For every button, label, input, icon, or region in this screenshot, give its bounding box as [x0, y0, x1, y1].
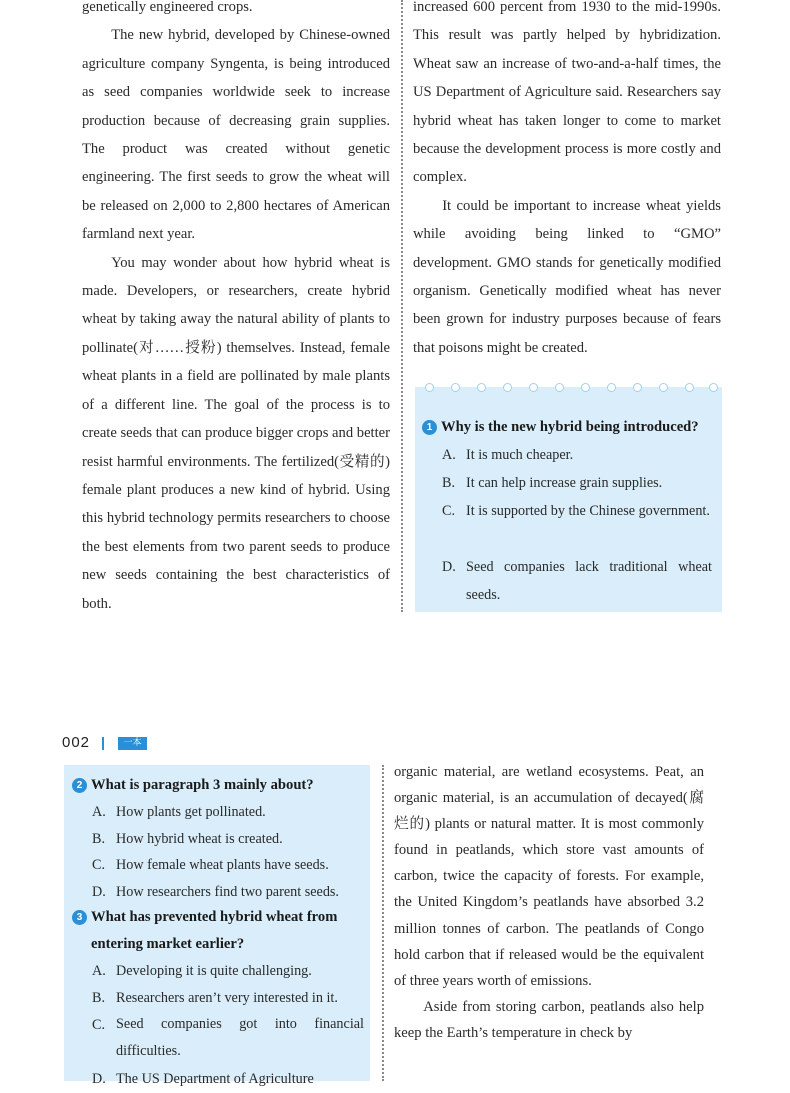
question-text: What has prevented hybrid wheat from — [91, 909, 338, 925]
option-letter: B. — [92, 990, 106, 1006]
question-box — [64, 765, 370, 1087]
question-number-badge: 2 — [72, 778, 87, 793]
option-c[interactable] — [92, 851, 364, 878]
option-text: Researchers aren’t very interested in it. — [116, 990, 338, 1006]
option-text: How researchers find two parent seeds. — [116, 884, 339, 900]
paragraph: genetically engineered crops. — [82, 0, 253, 15]
option-letter: B. — [442, 475, 456, 491]
option-letter: D. — [92, 884, 106, 900]
question-box — [415, 387, 722, 612]
option-text: How plants get pollinated. — [116, 804, 266, 820]
question-text: What is paragraph 3 mainly about? — [91, 777, 314, 793]
paragraph: increased 600 percent from 1930 to the mid-1990s. This result was partly helped by hybridization. Wheat saw an increase of two-and-a-half times, the US Department of Agriculture said. Researchers say hybrid wheat has taken longer to come to market because the development process is more costly and complex. — [413, 0, 721, 186]
question-3-stem — [72, 903, 368, 931]
option-text: It is much cheaper. — [466, 447, 574, 463]
top-right-column — [413, 0, 721, 362]
option-text: The US Department of Agriculture — [116, 1071, 314, 1087]
option-c[interactable] — [92, 1011, 364, 1065]
option-letter: A. — [92, 804, 106, 820]
option-text: It is supported by the Chinese government. — [466, 503, 710, 519]
option-text: It can help increase grain supplies. — [466, 475, 663, 491]
option-letter: A. — [92, 963, 106, 979]
question-text: Why is the new hybrid being introduced? — [441, 419, 699, 435]
option-b[interactable] — [92, 825, 364, 852]
option-letter: B. — [92, 831, 106, 847]
option-a[interactable] — [442, 441, 712, 469]
question-text: entering market earlier? — [91, 936, 245, 952]
option-letter: C. — [92, 857, 106, 873]
header-separator — [102, 737, 104, 750]
column-divider — [382, 765, 384, 1081]
option-letter: D. — [442, 559, 456, 575]
question-1-stem — [422, 413, 720, 441]
option-text: How hybrid wheat is created. — [116, 831, 283, 847]
paragraph: The new hybrid, developed by Chinese-owned agriculture company Syngenta, is being introduced as seed companies worldwide seek to increase production because of decreasing grain supplies. The product was created without genetic engineering. The first seeds to grow the wheat will be released on 2,000 to 2,800 hectares of American farmland next year. — [82, 27, 390, 243]
option-c[interactable] — [442, 497, 712, 553]
top-left-column — [82, 0, 390, 618]
option-b[interactable] — [442, 469, 712, 497]
option-a[interactable] — [92, 798, 364, 825]
paragraph: Aside from storing carbon, peatlands also help keep the Earth’s temperature in check by — [394, 998, 704, 1041]
option-b[interactable] — [92, 984, 364, 1011]
option-d[interactable] — [442, 553, 712, 609]
option-text: How female wheat plants have seeds. — [116, 857, 329, 873]
binder-rings-decoration — [415, 383, 722, 395]
option-letter: C. — [442, 503, 456, 519]
option-d[interactable] — [92, 878, 364, 905]
option-a[interactable] — [92, 957, 364, 984]
page-number: 002 — [62, 734, 91, 751]
question-number-badge: 3 — [72, 910, 87, 925]
question-number-badge: 1 — [422, 420, 437, 435]
paragraph: You may wonder about how hybrid wheat is made. Developers, or researchers, create hybrid wheat by taking away the natural ability of plants to pollinate(对……授粉) themselves. Instead, female wheat plants in a field are pollinated by male plants of a different line. The goal of the process is to create seeds that can produce bigger crops and better resist harmful environments. The fertilized(受精的) female plant produces a new kind of hybrid. Using this hybrid technology permits researchers to choose the best elements from two parent seeds to produce new seeds containing the best characteristics of both. — [82, 254, 390, 612]
bottom-right-column — [394, 759, 704, 1046]
option-d[interactable] — [92, 1065, 364, 1092]
option-letter: C. — [92, 1017, 106, 1033]
paragraph: It could be important to increase wheat yields while avoiding being linked to “GMO” development. GMO stands for genetically modified organism. Genetically modified wheat has never been grown for industry purposes because of fears that poisons might be created. — [413, 197, 721, 356]
option-text: Seed companies got into financial difficulties. — [116, 1016, 364, 1059]
series-tag: 一本 — [118, 737, 147, 750]
question-3-stem-continued — [91, 930, 368, 958]
option-letter: D. — [92, 1071, 106, 1087]
option-text: Seed companies lack traditional wheat seeds. — [466, 559, 712, 603]
column-divider — [401, 0, 403, 612]
option-text: Developing it is quite challenging. — [116, 963, 312, 979]
option-letter: A. — [442, 447, 456, 463]
paragraph: organic material, are wetland ecosystems. Peat, an organic material, is an accumulation of decayed(腐烂的) plants or natural matter. It is most commonly found in peatlands, which store vast amounts of carbon, twice the capacity of forests. For example, the United Kingdom’s peatlands have absorbed 3.2 million tonnes of carbon. The peatlands of Congo hold carbon that if released would be the equivalent of three years worth of emissions. — [394, 764, 704, 989]
question-2-stem — [72, 771, 368, 799]
